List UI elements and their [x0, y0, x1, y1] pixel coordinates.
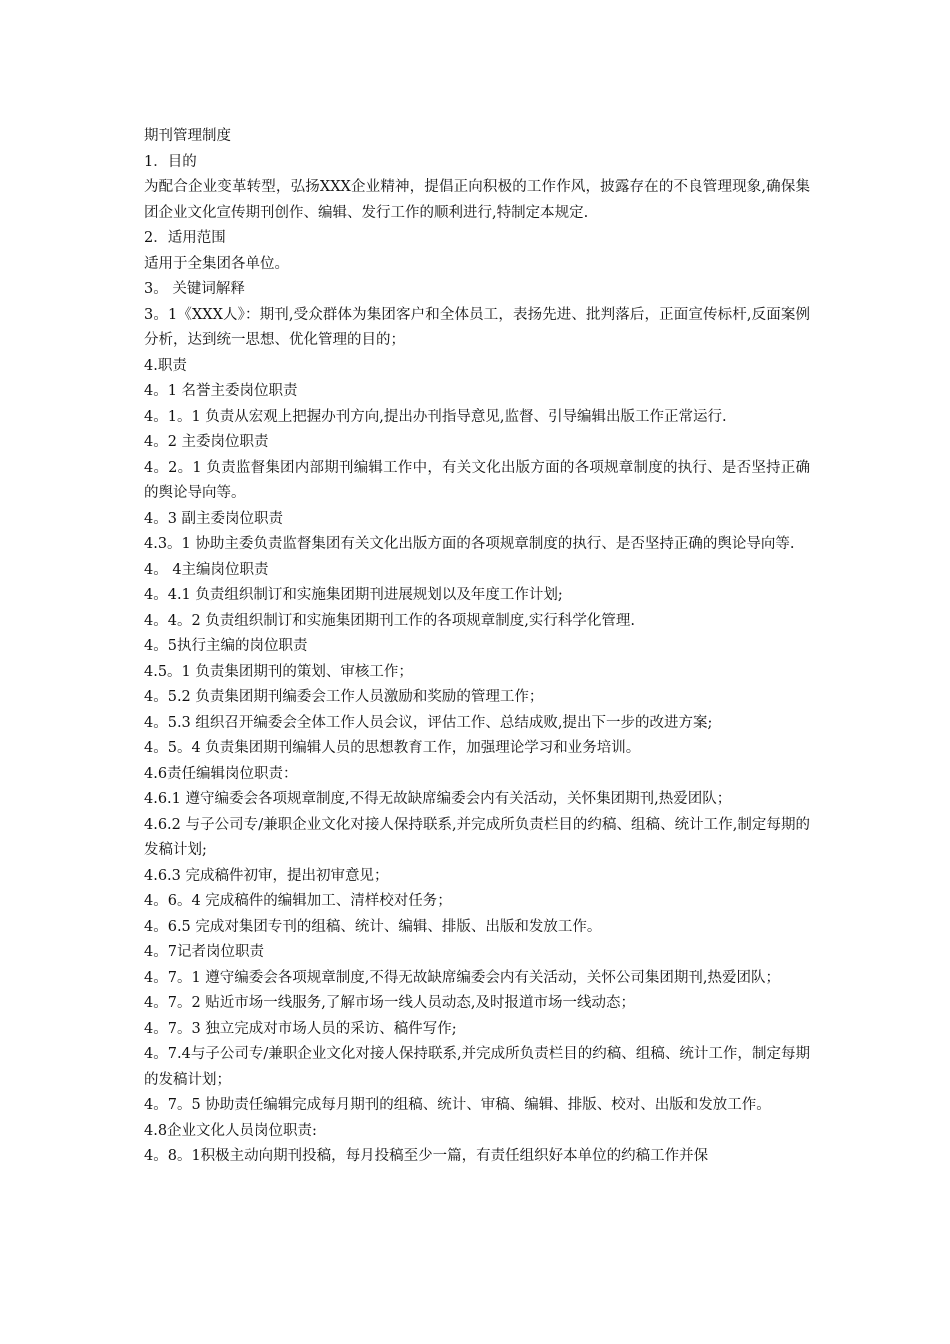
text-line: 4。1。1 负责从宏观上把握办刊方向,提出办刊指导意见,监督、引导编辑出版工作正常运行. [144, 408, 727, 425]
text-line: 4.6.3 完成稿件初审，提出初审意见； [144, 867, 389, 884]
text-line: 4。6。4 完成稿件的编辑加工、清样校对任务； [144, 893, 452, 909]
text-line: 4。4.1 负责组织制订和实施集团期刊进展规划以及年度工作计划; [144, 587, 563, 603]
text-line: 4。7.4与子公司专/兼职企业文化对接人保持联系,并完成所负责栏目的约稿、组稿、统计工作，制定每期的发稿计划； [144, 1046, 810, 1088]
document-title: 期刊管理制度 [144, 128, 231, 144]
text-line: 4。2。1 负责监督集团内部期刊编辑工作中，有关文化出版方面的各项规章制度的执行、是否坚持正确的舆论导向等。 [144, 459, 810, 501]
text-line: 4.8企业文化人员岗位职责: [144, 1122, 317, 1139]
text-line: 4。7记者岗位职责 [144, 944, 264, 960]
text-line: 4.6.1 遵守编委会各项规章制度,不得无故缺席编委会内有关活动，关怀集团期刊,热爱团队； [144, 791, 732, 807]
text-line: 4。5执行主编的岗位职责 [144, 638, 308, 654]
text-line: 4.6责任编辑岗位职责： [144, 765, 298, 782]
text-line: 4。1 名誉主委岗位职责 [144, 383, 298, 399]
text-line: 4.职责 [144, 357, 187, 374]
text-line: 4。7。5 协助责任编辑完成每月期刊的组稿、统计、审稿、编辑、排版、校对、出版和发放工作。 [144, 1097, 771, 1113]
text-line: 4。5.3 组织召开编委会全体工作人员会议，评估工作、总结成败,提出下一步的改进方案; [144, 714, 713, 731]
text-line: 4。7。1 遵守编委会各项规章制度,不得无故缺席编委会内有关活动，关怀公司集团期刊,热爱团队； [144, 969, 780, 986]
text-line: 2．适用范围 [144, 230, 226, 246]
text-line: 适用于全集团各单位。 [144, 255, 289, 272]
document-page [144, 124, 810, 1170]
text-line: 4。4。2 负责组织制订和实施集团期刊工作的各项规章制度,实行科学化管理. [144, 612, 636, 629]
text-line: 3。1《XXX人》：期刊,受众群体为集团客户和全体员工，表扬先进、批判落后，正面宣传标杆,反面案例分析，达到统一思想、优化管理的目的； [144, 306, 810, 348]
text-line: 4。7。3 独立完成对市场人员的采访、稿件写作; [144, 1020, 457, 1037]
text-line: 4。2 主委岗位职责 [144, 434, 269, 450]
text-line: 为配合企业变革转型，弘扬XXX企业精神，提倡正向积极的工作作风，披露存在的不良管理现象,确保集团企业文化宣传期刊创作、编辑、发行工作的顺利进行,特制定本规定. [144, 179, 810, 221]
text-line: 4。3 副主委岗位职责 [144, 510, 284, 527]
text-line: 4。8。1积极主动向期刊投稿，每月投稿至少一篇，有责任组织好本单位的约稿工作并保 [144, 1148, 709, 1164]
text-line: 4.3。1 协助主委负责监督集团有关文化出版方面的各项规章制度的执行、是否坚持正确的舆论导向等. [144, 536, 795, 552]
text-line: 4。7。2 贴近市场一线服务,了解市场一线人员动态,及时报道市场一线动态； [144, 995, 636, 1011]
text-line: 4.6.2 与子公司专/兼职企业文化对接人保持联系,并完成所负责栏目的约稿、组稿、统计工作,制定每期的发稿计划; [144, 816, 810, 858]
text-line: 4。 4主编岗位职责 [144, 561, 269, 578]
text-line: 4.5。1 负责集团期刊的策划、审核工作； [144, 663, 413, 680]
text-line: 3。 关键词解释 [144, 281, 245, 297]
text-line: 4。5。4 负责集团期刊编辑人员的思想教育工作，加强理论学习和业务培训。 [144, 740, 641, 756]
text-line: 4。5.2 负责集团期刊编委会工作人员激励和奖励的管理工作； [144, 689, 544, 705]
text-line: 4。6.5 完成对集团专刊的组稿、统计、编辑、排版、出版和发放工作。 [144, 918, 602, 935]
text-line: 1．目的 [144, 153, 197, 170]
